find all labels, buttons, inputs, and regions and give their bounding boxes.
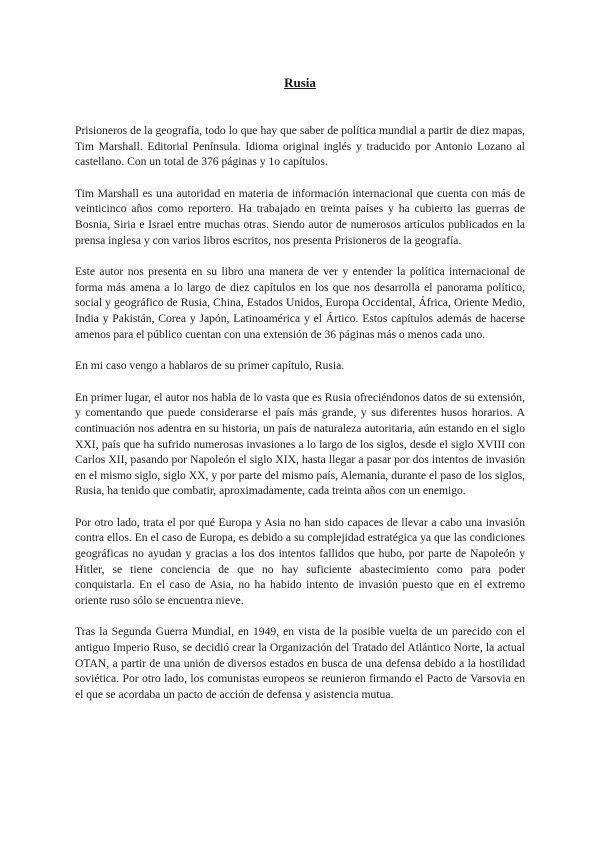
paragraph: Este autor nos presenta en su libro una manera de ver y entender la política internacional de forma más amena a lo largo de diez capítulos en los que nos desarrolla el panorama político, social y geográfico de Rusia, China, Estados Unidos, Europa Occidental, África, Oriente Medio, India y Pakistán, Corea y Japón, Latinoamérica y el Ártico. Estos capítulos además de hacerse amenos para el público cuentan con una extensión de 36 páginas más o menos cada uno.: [75, 265, 525, 341]
page-title: Rusia: [284, 75, 316, 90]
paragraph: Prisioneros de la geografía, todo lo que hay que saber de política mundial a partir de diez mapas, Tim Marshall. Editorial Península. Idioma original inglés y traducido por Antonio Lozano al castellano. Con un total de 376 páginas y 1o capítulos.: [75, 124, 525, 169]
paragraph: En mi caso vengo a hablaros de su primer capítulo, Rusia.: [75, 359, 345, 373]
document-body: [75, 123, 525, 718]
paragraph: Por otro lado, trata el por qué Europa y Asia no han sido capaces de llevar a cabo una invasión contra ellos. En el caso de Europa, es debido a su complejidad estratégica ya que las condiciones geográficas no ayudan y gracias a los dos intentos fallidos que hubo, por parte de Napoleón y Hitler, se tiene conciencia de que no hay suficiente abastecimiento como para poder conquistarla. En el caso de Asia, no ha habido intento de invasión puesto que en el extremo oriente ruso sólo se encuentra nieve.: [75, 515, 525, 607]
paragraph: Tras la Segunda Guerra Mundial, en 1949, en vista de la posible vuelta de un parecido con el antiguo Imperio Ruso, se decidió crear la Organización del Tratado del Atlántico Norte, la actual OTAN, a partir de una unión de diversos estados en busca de una defensa debido a la hostilidad soviética. Por otro lado, los comunistas europeos se reunieron firmando el Pacto de Varsovia en el que se acordaba un pacto de acción de defensa y asistencia mutua.: [75, 625, 525, 701]
paragraph: En primer lugar, el autor nos habla de lo vasta que es Rusia ofreciéndonos datos de su extensión, y comentando que puede considerarse el país más grande, y sus diferentes husos horarios. A continuación nos adentra en su historia, un país de naturaleza autoritaria, aún estando en el siglo XXI, país que ha sufrido numerosas invasiones a lo largo de los siglos, desde el siglo XVIII con Carlos XII, pasando por Napoleón el siglo XIX, hasta llegar a pasar por dos intentos de invasión en el mismo siglo, siglo XX, y por parte del mismo país, Alemania, durante el paso de los siglos, Rusia, ha tenido que combatir, aproximadamente, cada treinta años con un enemigo.: [75, 390, 525, 498]
paragraph: Tim Marshall es una autoridad en materia de información internacional que cuenta con más de veinticinco años como reportero. Ha trabajado en treinta países y ha cubierto las guerras de Bosnia, Siria e Israel entre muchas otras. Siendo autor de numerosos artículos publicados en la prensa inglesa y con varios libros escritos, nos presenta Prisioneros de la geografía.: [75, 186, 525, 247]
